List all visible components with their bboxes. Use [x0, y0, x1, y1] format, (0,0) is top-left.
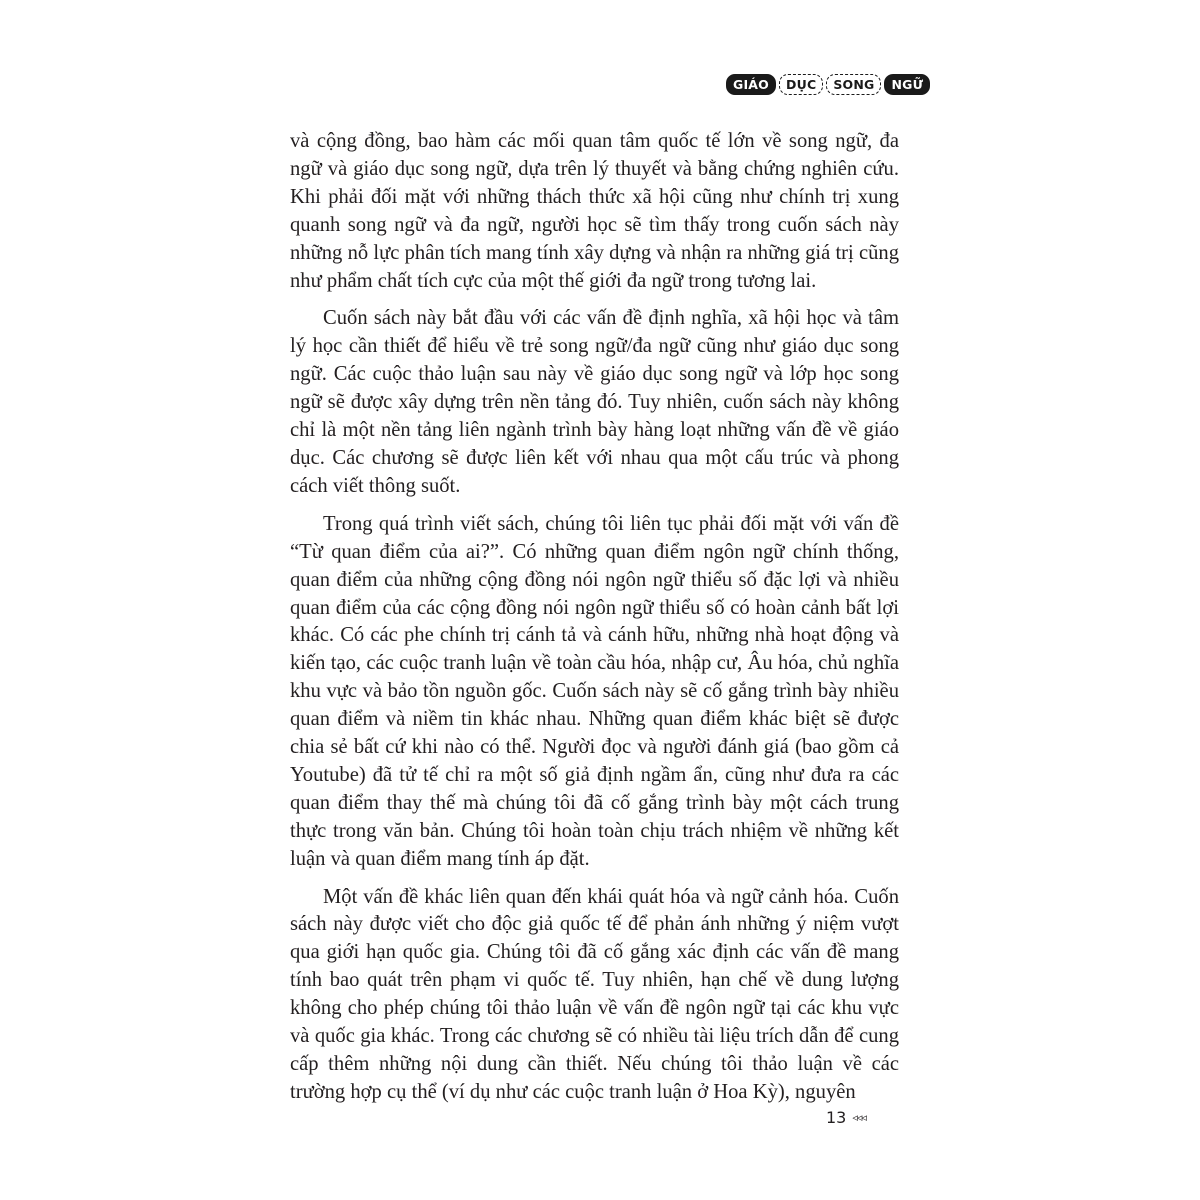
paragraph-2: Cuốn sách này bắt đầu với các vấn đề định nghĩa, xã hội học và tâm lý học cần thiết để hiểu về trẻ song ngữ/đa ngữ cũng như giáo dục song ngữ. Các cuộc thảo luận sau này về giáo dục song ngữ và lớp học song ngữ sẽ được xây dựng trên nền tảng đó. Tuy nhiên, cuốn sách này không chỉ là một nền tảng liên ngành trình bày hàng loạt những vấn đề về giáo dục. Các chương sẽ được liên kết với nhau qua một cấu trúc và phong cách viết thông suốt.	[290, 307, 899, 497]
logo-word-song: SONG	[826, 74, 881, 95]
page-number: 13	[826, 1108, 847, 1127]
paragraph-3: Trong quá trình viết sách, chúng tôi liên tục phải đối mặt với vấn đề “Từ quan điểm của ai?”. Có những quan điểm ngôn ngữ chính thống, quan điểm của những cộng đồng nói ngôn ngữ thiểu số đặc lợi và nhiều quan điểm của các cộng đồng nói ngôn ngữ thiểu số có hoàn cảnh bất lợi khác. Có các phe chính trị cánh tả và cánh hữu, những nhà hoạt động và kiến tạo, các cuộc tranh luận về toàn cầu hóa, nhập cư, Âu hóa, chủ nghĩa khu vực và bảo tồn nguồn gốc. Cuốn sách này sẽ cố gắng trình bày nhiều quan điểm và niềm tin khác nhau. Những quan điểm khác biệt sẽ được chia sẻ bất cứ khi nào có thể. Người đọc và người đánh giá (bao gồm cả Youtube) đã tử tế chỉ ra một số giả định ngầm ẩn, cũng như đưa ra các quan điểm thay thế mà chúng tôi đã cố gắng trình bày một cách trung thực trong văn bản. Chúng tôi hoàn toàn chịu trách nhiệm về những kết luận và quan điểm mang tính áp đặt.	[290, 512, 899, 870]
paragraph-4: Một vấn đề khác liên quan đến khái quát hóa và ngữ cảnh hóa. Cuốn sách này được viết cho độc giả quốc tế để phản ánh những ý niệm vượt qua giới hạn quốc gia. Chúng tôi đã cố gắng xác định các vấn đề mang tính bao quát trên phạm vi quốc tế. Tuy nhiên, hạn chế về dung lượng không cho phép chúng tôi thảo luận về vấn đề ngôn ngữ tại các khu vực và quốc gia khác. Trong các chương sẽ có nhiều tài liệu trích dẫn để cung cấp thêm những nội dung cần thiết. Nếu chúng tôi thảo luận về các trường hợp cụ thể (ví dụ như các cuộc tranh luận ở Hoa Kỳ), nguyên	[290, 885, 899, 1103]
logo-word-ngu: NGỮ	[884, 74, 930, 95]
triple-arrow-left-icon: ◃◃◃	[852, 1111, 866, 1124]
series-logo	[726, 74, 930, 95]
page-body-text	[290, 128, 899, 1107]
logo-word-giao: GIÁO	[726, 74, 776, 95]
page-footer	[826, 1108, 866, 1127]
logo-word-duc: DỤC	[779, 74, 823, 95]
paragraph-1: và cộng đồng, bao hàm các mối quan tâm quốc tế lớn về song ngữ, đa ngữ và giáo dục song ngữ, dựa trên lý thuyết và bằng chứng nghiên cứu. Khi phải đối mặt với những thách thức xã hội cũng như chính trị xung quanh song ngữ và đa ngữ, người học sẽ tìm thấy trong cuốn sách này những nỗ lực phân tích mang tính xây dựng và nhận ra những giá trị cũng như phẩm chất tích cực của một thế giới đa ngữ trong tương lai.	[290, 130, 899, 292]
